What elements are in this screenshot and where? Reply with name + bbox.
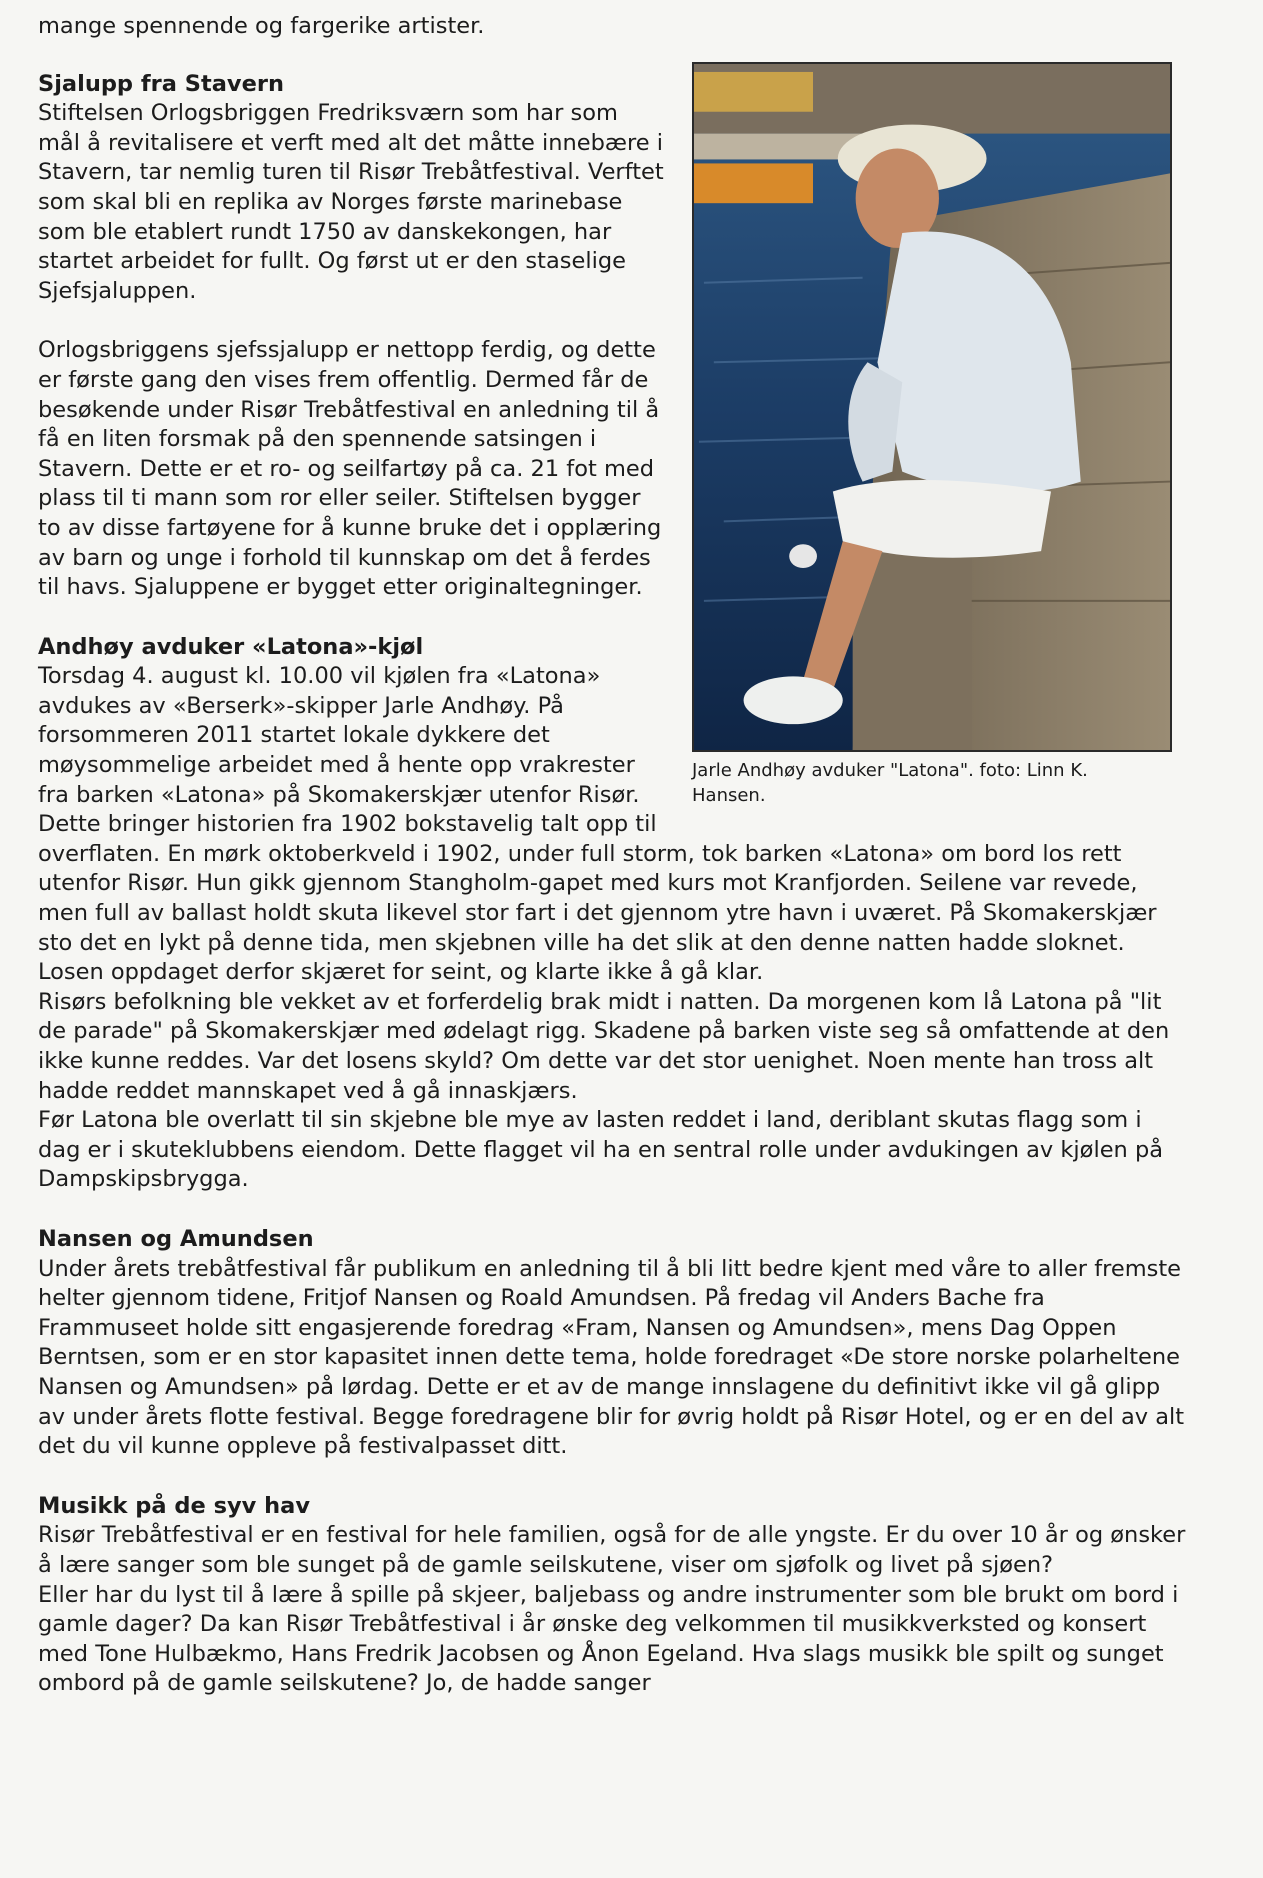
intro-line: mange spennende og fargerike artister. (38, 13, 485, 39)
latona-paragraph-2: Risørs befolkning ble vekket av et forferdelig brak midt i natten. Da morgenen kom lå Latona på "lit de parade" på Skomakerskjær med ødelagt rigg. Skadene på barken viste seg så omfattende at den ikke kunne reddes. Var det losens skyld? Om dette var det stor uenighet. Noen mente han tross alt hadde reddet mannskapet ved å gå innaskjærs. (38, 988, 1170, 1104)
photo-man-on-pier (692, 62, 1172, 752)
heading-nansen: Nansen og Amundsen (38, 1225, 314, 1252)
sjalupp-paragraph-2: Orlogsbriggens sjefssjalupp er nettopp ferdig, og dette er første gang den vises frem offentlig. Dermed får de besøkende under Risør Trebåtfestival en anledning til å få en liten forsmak på den spennende satsingen i Stavern. Dette er et ro- og seilfartøy på ca. 21 fot med plass til ti mann som ror eller seiler. Stiftelsen bygger to av disse fartøyene for å kunne bruke det i opplæring av barn og unge i forhold til kunnskap om det å ferdes til havs. Sjaluppene er bygget etter originaltegninger. (38, 337, 662, 601)
photo-figure (692, 62, 1176, 808)
nansen-paragraph-1: Under årets trebåtfestival får publikum en anledning til å bli litt bedre kjent med våre to aller fremste helter gjennom tidene, Fritjof Nansen og Roald Amundsen. På fredag vil Anders Bache fra Frammuseet holde sitt engasjerende foredrag «Fram, Nansen og Amundsen», mens Dag Oppen Berntsen, som er en stor kapasitet innen dette tema, holde foredraget «De store norske polarheltene Nansen og Amundsen» på lørdag. Dette er et av de mange innslagene du definitivt ikke vil gå glipp av under årets flotte festival. Begge foredragene blir for øvrig holdt på Risør Hotel, og er en del av alt det du vil kunne oppleve på festivalpasset ditt. (38, 1255, 1185, 1460)
photo-caption: Jarle Andhøy avduker "Latona". foto: Linn K. Hansen. (692, 759, 1088, 806)
latona-paragraph-1: Torsdag 4. august kl. 10.00 vil kjølen fra «Latona» avdukes av «Berserk»-skipper Jarle Andhøy. På forsommeren 2011 startet lokale dykkere det møysommelige arbeidet med å hente opp vrakrester fra barken «Latona» på Skomakerskjær utenfor Risør. Dette bringer historien fra 1902 bokstavelig talt opp til overflaten. En mørk oktoberkveld i 1902, under full storm, tok barken «Latona» om bord los rett utenfor Risør. Hun gikk gjennom Stangholm-gapet med kurs mot Kranfjorden. Seilene var revede, men full av ballast holdt skuta likevel stor fart i det gjennom ytre havn i uværet. På Skomakerskjær sto det en lykt på denne tida, men skjebnen ville ha det slik at den denne natten hadde sloknet. Losen oppdaget derfor skjæret for seint, og klarte ikke å gå klar. (38, 663, 1157, 986)
heading-musikk: Musikk på de syv hav (38, 1492, 311, 1519)
sjalupp-paragraph-1: Stiftelsen Orlogsbriggen Fredriksværn som har som mål å revitalisere et verft med alt det måtte innebære i Stavern, tar nemlig turen til Risør Trebåtfestival. Verftet som skal bli en replika av Norges første marinebase som ble etablert rundt 1750 av danskekongen, har startet arbeidet for fullt. Og først ut er den staselige Sjefsjaluppen. (38, 100, 664, 304)
heading-latona: Andhøy avduker «Latona»-kjøl (38, 633, 424, 660)
musikk-paragraph-2: Eller har du lyst til å lære å spille på skjeer, baljebass og andre instrumenter som ble brukt om bord i gamle dager? Da kan Risør Trebåtfestival i år ønske deg velkommen til musikkverksted og konsert med Tone Hulbækmo, Hans Fredrik Jacobsen og Ånon Egeland. Hva slags musikk ble spilt og sunget ombord på de gamle seilskutene? Jo, de hadde sanger (38, 1581, 1179, 1697)
latona-paragraph-3: Før Latona ble overlatt til sin skjebne ble mye av lasten reddet i land, deriblant skutas flagg som i dag er i skuteklubbens eiendom. Dette flagget vil ha en sentral rolle under avdukingen av kjølen på Dampskipsbrygga. (38, 1107, 1164, 1193)
heading-sjalupp: Sjalupp fra Stavern (38, 70, 284, 97)
musikk-paragraph-1: Risør Trebåtfestival er en festival for hele familien, også for de alle yngste. Er du over 10 år og ønsker å lære sanger som ble sunget på de gamle seilskutene, viser om sjøfolk og livet på sjøen? (38, 1522, 1186, 1578)
article-page (38, 12, 1186, 1699)
